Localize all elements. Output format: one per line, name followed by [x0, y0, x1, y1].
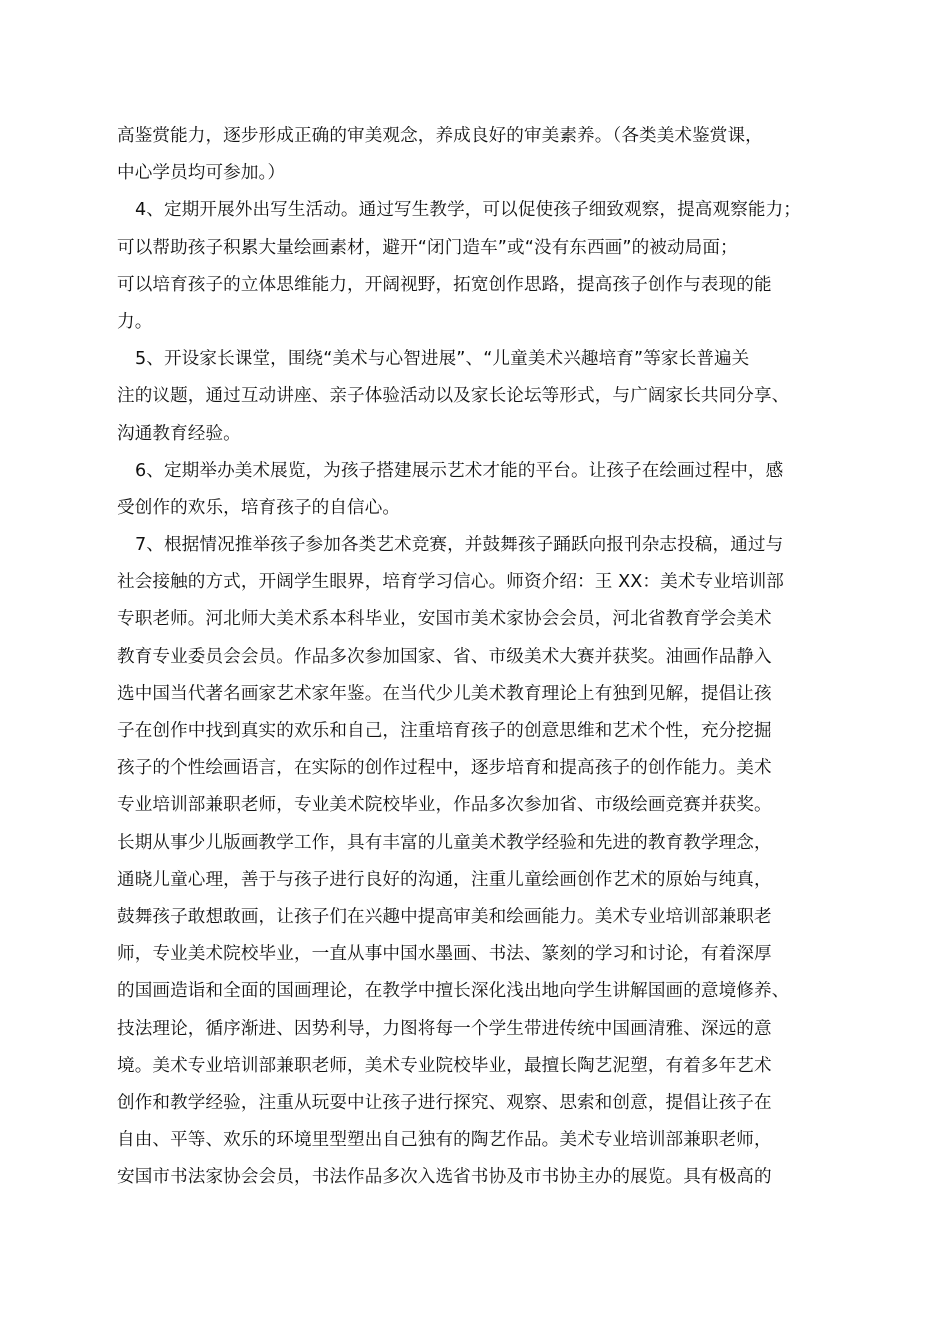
text-line: 社会接触的方式，开阔学生眼界，培育学习信心。师资介绍：王 XX：美术专业培训部 — [117, 572, 784, 593]
text-line: 受创作的欢乐，培育孩子的自信心。 — [117, 497, 401, 518]
text-line: 创作和教学经验，注重从玩耍中让孩子进行探究、观察、思索和创意，提倡让孩子在 — [117, 1092, 772, 1113]
document-body — [117, 118, 843, 1196]
text-line: 中心学员均可参加。） — [117, 163, 286, 184]
text-line: 7、根据情况推举孩子参加各类艺术竞赛，并鼓舞孩子踊跃向报刊杂志投稿，通过与 — [135, 535, 784, 556]
text-line: 教育专业委员会会员。作品多次参加国家、省、市级美术大赛并获奖。油画作品静入 — [117, 646, 772, 667]
text-line: 安国市书法家协会会员，书法作品多次入选省书协及市书协主办的展览。具有极高的 — [117, 1167, 772, 1188]
text-line: 沟通教育经验。 — [117, 423, 241, 444]
text-line: 高鉴赏能力，逐步形成正确的审美观念，养成良好的审美素养。（各类美术鉴赏课， — [117, 126, 763, 146]
text-line: 技法理论，循序渐进、因势利导，力图将每一个学生带进传统中国画清雅、深远的意 — [117, 1018, 772, 1039]
text-line: 自由、平等、欢乐的环境里型塑出自己独有的陶艺作品。美术专业培训部兼职老师， — [117, 1130, 772, 1151]
text-line: 6、定期举办美术展览，为孩子搭建展示艺术才能的平台。让孩子在绘画过程中，感 — [135, 460, 784, 481]
text-line: 选中国当代著名画家艺术家年鉴。在当代少儿美术教育理论上有独到见解，提倡让孩 — [117, 683, 772, 704]
text-line: 5、开设家长课堂，围绕“美术与心智进展”、“儿童美术兴趣培育”等家长普遍关 — [135, 349, 750, 370]
text-line: 可以帮助孩子积累大量绘画素材，避开“闭门造车”或“没有东西画”的被动局面； — [117, 237, 738, 258]
text-line: 的国画造诣和全面的国画理论，在教学中擅长深化浅出地向学生讲解国画的意境修养、 — [117, 981, 790, 1002]
text-line: 力。 — [117, 311, 153, 332]
text-line: 专职老师。河北师大美术系本科毕业，安国市美术家协会会员，河北省教育学会美术 — [117, 609, 772, 630]
text-line: 专业培训部兼职老师，专业美术院校毕业，作品多次参加省、市级绘画竞赛并获奖。 — [117, 795, 772, 816]
text-line: 境。美术专业培训部兼职老师，美术专业院校毕业，最擅长陶艺泥塑，有着多年艺术 — [117, 1055, 772, 1076]
text-line: 鼓舞孩子敢想敢画，让孩子们在兴趣中提高审美和绘画能力。美术专业培训部兼职老 — [117, 906, 772, 927]
text-line: 注的议题，通过互动讲座、亲子体验活动以及家长论坛等形式，与广阔家长共同分享、 — [117, 386, 790, 407]
text-line: 可以培育孩子的立体思维能力，开阔视野，拓宽创作思路，提高孩子创作与表现的能 — [117, 274, 772, 295]
text-line: 通晓儿童心理，善于与孩子进行良好的沟通，注重儿童绘画创作艺术的原始与纯真， — [117, 869, 772, 890]
text-line: 孩子的个性绘画语言，在实际的创作过程中，逐步培育和提高孩子的创作能力。美术 — [117, 758, 772, 779]
text-line: 师，专业美术院校毕业，一直从事中国水墨画、书法、篆刻的学习和讨论，有着深厚 — [117, 944, 772, 965]
text-line: 子在创作中找到真实的欢乐和自己，注重培育孩子的创意思维和艺术个性，充分挖掘 — [117, 721, 772, 741]
text-line: 长期从事少儿版画教学工作，具有丰富的儿童美术教学经验和先进的教育教学理念， — [117, 832, 772, 853]
text-line: 4、定期开展外出写生活动。通过写生教学，可以促使孩子细致观察，提高观察能力； — [135, 200, 801, 221]
